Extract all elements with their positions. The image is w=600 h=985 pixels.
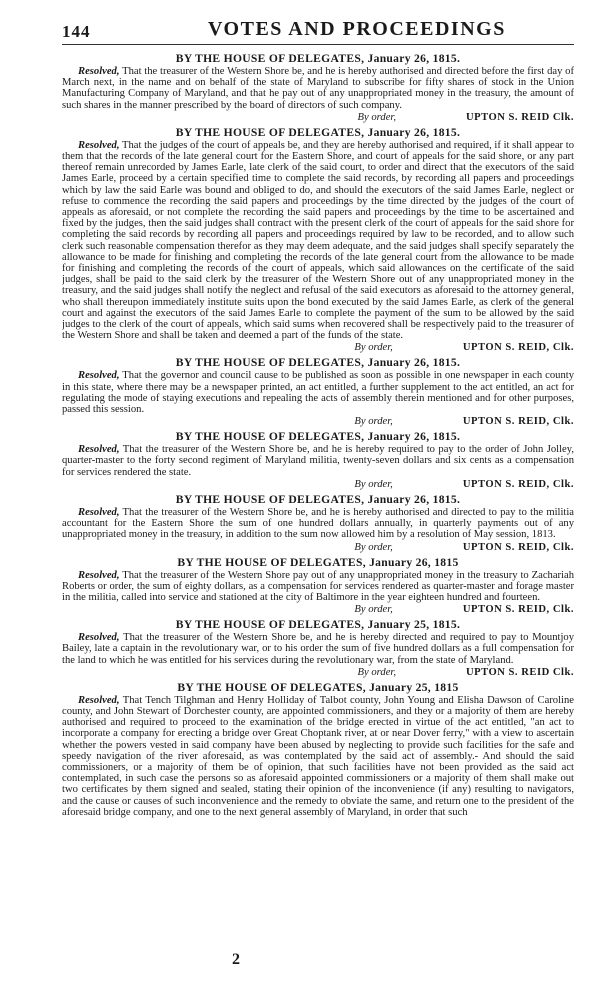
signature-mark: 2 [232, 951, 240, 968]
resolution-body: That the governor and council cause to be published as soon as possible in one newspaper in each county in this state, where there may be a newspaper printed, an act entitled, a further supplement to the act entitled, an act for regulating the mode of staying executions and repealing the acts of assembly therein mentioned and for other purposes, passed this session. [62, 370, 574, 416]
by-order: By order, [357, 111, 396, 123]
clerk-name: UPTON S. REID, Clk. [462, 478, 574, 490]
resolution-heading: BY THE HOUSE OF DELEGATES, January 26, 1815. [175, 52, 461, 65]
signature-line [62, 604, 574, 616]
resolution-body: That the treasurer of the Western Shore be, and he is hereby authorised and directed before the first day of March next, in the name and on behalf of the state of Maryland to subscribe for fifty shares of stock in the Union Manufacturing Company of Maryland, and that he pay out of any unappropriated money in the treasury, the amount of such shares in the manner prescribed by the board of directors of such company. [62, 66, 574, 111]
by-order: By order, [354, 416, 393, 428]
by-order: By order, [354, 478, 393, 490]
resolution-body: That the treasurer of the Western Shore be, and he is hereby directed and required to pay to Mountjoy Bailey, late a captain in the revolutionary war, or to his order the sum of five hundred dollars as a full compensation for the land to which he was entitled for his services during the revolutionary war, from the state of Maryland. [62, 632, 574, 666]
clerk-name: UPTON S. REID, Clk. [462, 604, 574, 616]
resolution-heading: BY THE HOUSE OF DELEGATES, January 26, 1815. [175, 356, 461, 370]
resolved-label: Resolved, [78, 632, 120, 644]
resolved-label: Resolved, [78, 569, 120, 581]
signature-line [62, 416, 574, 428]
resolution-body: That the judges of the court of appeals be, and they are hereby authorised and required, if it shall appear to them that the records of the late general court for the Eastern Shore, and court of appeals for the said shore, or any part thereof remain unrecorded by James Earle, late clerk of the said court, to order and direct that the executors of the said James Earle, proceed by a certain specified time to complete the said records, by recording all papers and proceedings which by law the said Earle was bound and obliged to do, and should the executors of the said James Earle, neglect or refuse to commence the recording the said papers and proceedings by the time directed by the judges of the court of appeals as aforesaid, or not complete the recording the said papers and proceedings by the time to be ascertained and fixed by the judges, then the said judges shall contract with the present clerk of the court of appeals for the said shore for completing the said records by recording all papers and proceedings required by law to be recorded, and to allow such clerk such reasonable compensation therefor as they may deem adequate, and the said judges shall specify separately the allowance to be made for finishing and completing the records of the late general court from the allowance to be made for finishing and completing the records of the court of appeals, which said allowances on the certificate of the said judges, shall be paid to the said clerk by the treasurer of the Western Shore out of any unappropriated money in the treasury, and the said judges shall notify the neglect and refusal of the said executors as aforesaid to the attorney general, who shall thereupon immediately institute suits upon the bond executed by the said James Earle, as clerk of the general court and against the executors of the said James Earle to complete the payment of the sum to be allowed by the said judges to the clerk of the court of appeals, which said sums when recovered shall be respectively paid to the treasurer of the Western Shore and shall be taken and deemed a part of the funds of the state. [62, 139, 574, 342]
clerk-name: UPTON S. REID, Clk. [462, 342, 574, 354]
by-order: By order, [354, 604, 393, 616]
page-header [0, 0, 600, 48]
resolution-text [62, 66, 574, 111]
resolution-text [62, 370, 574, 415]
by-order: By order, [357, 666, 396, 678]
clerk-name: UPTON S. REID, Clk. [462, 416, 574, 428]
resolution-heading: BY THE HOUSE OF DELEGATES, January 26, 1815. [175, 492, 461, 506]
clerk-name: UPTON S. REID Clk. [466, 666, 574, 678]
page-number: 144 [62, 22, 91, 41]
resolution-heading: BY THE HOUSE OF DELEGATES, January 25, 1815 [177, 680, 459, 694]
resolution-text [62, 444, 574, 478]
signature-line [62, 112, 574, 124]
resolved-label: Resolved, [78, 694, 120, 706]
resolution-heading: BY THE HOUSE OF DELEGATES, January 26, 1815. [175, 430, 461, 444]
resolution-body: That the treasurer of the Western Shore be, and he is hereby authorised and directed to pay to the militia accountant for the Eastern Shore the sum of one hundred dollars annually, in quarterly payments out of any unappropriated money in the treasury, in addition to the sum now allowed him by a resolution of May session, 1813. [62, 506, 574, 541]
by-order: By order, [354, 342, 393, 354]
resolution-text [62, 695, 574, 818]
resolved-label: Resolved, [78, 66, 120, 77]
resolution-text [62, 140, 574, 342]
resolution-body: That Tench Tilghman and Henry Holliday of Talbot county, John Young and Elisha Dawson of Caroline county, and John Stewart of Dorchester county, are appointed commissioners, and they or a majority of them are hereby authorised and required to proceed to the examination of the bridge erected in virtue of the act entitled, "an act to incorporate a company for erecting a bridge over Great Choptank river, at or near Dover ferry," with a view to ascertain whether the powers vested in said company have been abused by neglecting to provide such facilities for the safe and speedy navigation of the river aforesaid, as was contemplated by the said act of assembly.- And should the said commissioners, or a majority of them be of opinion, that such facilities have not been provided as the said act contemplated, in such case the persons so as aforesaid appointed commissioners or a majority of them shall make out two certificates by them signed and sealed, stating their opinion of the inconvenience (if any) resulting to navigators, and the cause or causes of such inconvenience and the remedy to obviate the same, and return one to the president of the aforesaid bridge company, and one to the next general assembly of Maryland, in order that such [62, 694, 574, 818]
body-text [62, 50, 574, 975]
resolution-heading: BY THE HOUSE OF DELEGATES, January 26, 1815. [175, 125, 461, 139]
signature-line [62, 667, 574, 679]
by-order: By order, [354, 541, 393, 553]
resolved-label: Resolved, [78, 444, 120, 456]
header-rule [62, 44, 574, 45]
running-head: VOTES AND PROCEEDINGS [208, 18, 506, 40]
resolution-body: That the treasurer of the Western Shore be, and he is hereby required to pay to the order of John Jolley, quarter-master to the forty second regiment of Maryland militia, twenty-seven dollars and six cents as a compensation for services rendered the state. [62, 444, 574, 478]
signature-line [62, 542, 574, 554]
resolved-label: Resolved, [78, 139, 120, 151]
resolution-text [62, 632, 574, 666]
resolution-text [62, 507, 574, 541]
resolution-heading: BY THE HOUSE OF DELEGATES, January 25, 1815. [175, 618, 461, 632]
clerk-name: UPTON S. REID Clk. [466, 111, 574, 123]
signature-line [62, 342, 574, 354]
resolved-label: Resolved, [78, 506, 120, 518]
resolution-body: That the treasurer of the Western Shore pay out of any unappropriated money in the treasury to Zachariah Roberts or order, the sum of eighty dollars, as a compensation for services rendered as quarter-master and forage master in the militia, called into service and stationed at the city of Baltimore in the year eighteen hundred and fourteen. [62, 569, 574, 603]
signature-line [62, 479, 574, 491]
resolution-text [62, 570, 574, 604]
clerk-name: UPTON S. REID, Clk. [462, 541, 574, 553]
resolution-heading: BY THE HOUSE OF DELEGATES, January 26, 1815 [177, 555, 459, 569]
resolved-label: Resolved, [78, 370, 120, 382]
